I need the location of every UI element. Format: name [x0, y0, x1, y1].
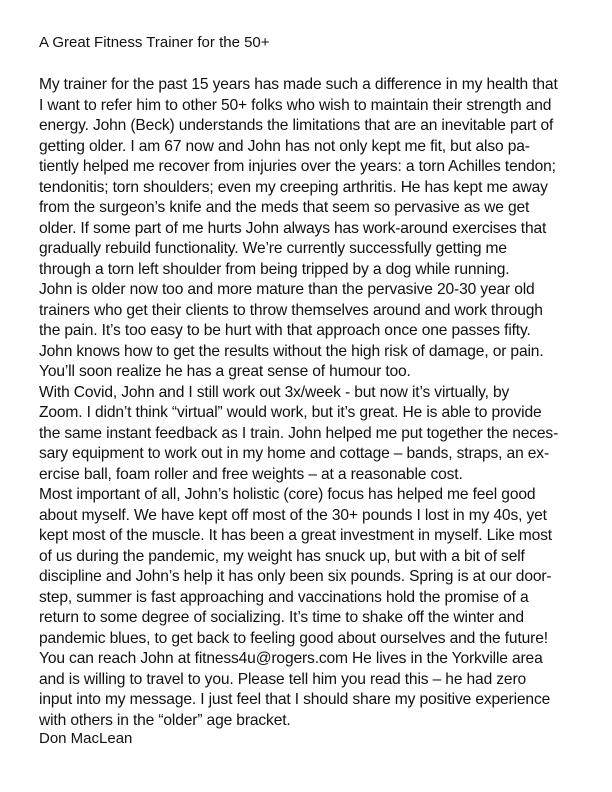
body-line: gradually rebuild functionality. We’re currently successfully getting me [39, 240, 507, 257]
body-line: tendonitis; torn shoulders; even my creeping arthritis. He has kept me away [39, 178, 548, 196]
body-line: the pain. It’s too easy to be hurt with that approach once one passes fifty. [39, 322, 531, 339]
body-line: John is older now too and more mature than the pervasive 20-30 year old [39, 281, 535, 298]
body-line: input into my message. I just feel that I should share my positive experience [39, 691, 551, 708]
body-line: Most important of all, John’s holistic (core) focus has helped me feel good [39, 486, 536, 503]
body-line: energy. John (Beck) understands the limitations that are an inevitable part of [39, 117, 554, 134]
body-line: discipline and John’s help it has only been six pounds. Spring is at our door- [39, 568, 552, 585]
body-line: You’ll soon realize he has a great sense of humour too. [39, 363, 411, 380]
body-line: pandemic blues, to get back to feeling good about ourselves and the future! [39, 629, 548, 647]
body-line: trainers who get their clients to throw themselves around and work through [39, 301, 543, 319]
body-line: getting older. I am 67 now and John has not only kept me fit, but also pa- [39, 137, 530, 155]
body-line: from the surgeon’s knife and the meds that seem so pervasive as we get [39, 199, 530, 216]
document-page [39, 34, 599, 731]
body-line: with others in the “older” age bracket. [39, 711, 291, 729]
body-line: kept most of the muscle. It has been a great investment in myself. Like most [39, 527, 552, 544]
body-line: through a torn left shoulder from being tripped by a dog while running. [39, 260, 510, 278]
body-line: tiently helped me recover from injuries over the years: a torn Achilles tendon; [39, 158, 556, 175]
body-line: and is willing to travel to you. Please tell him you read this – he had zero [39, 670, 527, 688]
letter-body [39, 75, 599, 731]
body-line: of us during the pandemic, my weight has snuck up, but with a bit of self [39, 547, 525, 565]
body-line: sary equipment to work out in my home and cottage – bands, straps, an ex- [39, 445, 549, 462]
body-line: about myself. We have kept off most of the 30+ pounds I lost in my 40s, yet [39, 506, 547, 524]
body-line: John knows how to get the results without the high risk of damage, or pain. [39, 342, 544, 360]
body-line: My trainer for the past 15 years has made such a difference in my health that [39, 76, 558, 93]
body-line: step, summer is fast approaching and vaccinations hold the promise of a [39, 588, 529, 606]
body-line: older. If some part of me hurts John always has work-around exercises that [39, 219, 547, 237]
body-line: With Covid, John and I still work out 3x/week - but now it’s virtually, by [39, 383, 510, 401]
body-line: return to some degree of socializing. It’s time to shake off the winter and [39, 609, 524, 626]
document-title: A Great Fitness Trainer for the 50+ [39, 34, 270, 51]
body-line: Zoom. I didn’t think “virtual” would work, but it’s great. He is able to provide [39, 404, 542, 421]
body-line: You can reach John at fitness4u@rogers.com He lives in the Yorkville area [39, 650, 543, 667]
signature: Don MacLean [39, 730, 133, 747]
body-line: I want to refer him to other 50+ folks who wish to maintain their strength and [39, 96, 552, 114]
body-line: the same instant feedback as I train. John helped me put together the neces- [39, 424, 559, 442]
body-line: ercise ball, foam roller and free weights – at a reasonable cost. [39, 465, 463, 483]
